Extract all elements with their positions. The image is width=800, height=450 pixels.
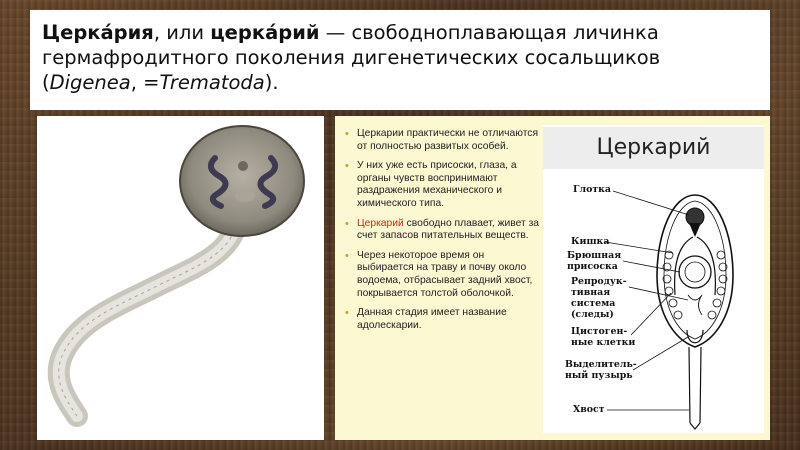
label-cyst-2: ные клетки — [571, 337, 636, 348]
bullet-text: Церкарии практически не отличаются от полностью развитых особей. — [357, 128, 539, 152]
label-repro-2: тивная — [571, 287, 611, 298]
label-excr-2: ный пузырь — [565, 370, 633, 381]
label-pharynx: Глотка — [573, 184, 611, 195]
title-box — [30, 10, 770, 110]
title-rest: — свободноплавающая личинка гермафродитного поколения дигенетических сосальщиков ( — [42, 21, 661, 94]
cercaria-photo-illustration — [37, 116, 324, 440]
label-tail: Хвост — [573, 404, 605, 415]
bullet-item — [343, 218, 541, 243]
diagram-title: Церкарий — [543, 127, 764, 169]
label-intestine: Кишка — [571, 236, 610, 247]
bullet-item — [343, 160, 541, 210]
bullet-list — [343, 128, 541, 339]
title-latin1: Digenea — [49, 71, 131, 94]
bullet-text: У них уже есть присоски, глаза, а органы чувств воспринимают раздражения механического и химического типа. — [357, 160, 517, 209]
label-cyst-1: Цистоген- — [571, 326, 628, 337]
slide-title — [42, 20, 758, 95]
label-repro-1: Репродук- — [571, 276, 627, 287]
title-term1: Церка́рия — [42, 21, 154, 44]
bullet-text: Через некоторое время он выбирается на траву и почву около водоема, отбрасывает задний хвост, покрывается толстой оболочкой. — [357, 249, 533, 299]
cercaria-photo — [37, 116, 324, 440]
label-excr-1: Выделитель- — [565, 359, 637, 370]
label-repro-3: система — [571, 298, 616, 309]
bullet-item — [343, 307, 541, 332]
bullet-highlight: Церкарий — [357, 217, 404, 229]
bullet-item — [343, 128, 541, 153]
label-ventral-1: Брюшная — [567, 250, 622, 261]
title-end: ). — [264, 71, 279, 94]
bullet-item — [343, 250, 541, 300]
title-latin2: Trematoda — [159, 71, 265, 94]
label-repro-4: (следы) — [571, 309, 614, 320]
title-sep2: , = — [130, 71, 160, 94]
bullet-text: свободно плавает, живет за счет запасов питательных веществ. — [357, 217, 540, 242]
label-ventral-2: присоска — [567, 261, 618, 272]
content-box — [335, 116, 770, 440]
bullet-text: Данная стадия имеет название адолескарии. — [357, 307, 507, 331]
title-sep1: , или — [153, 21, 211, 44]
cercaria-diagram — [543, 125, 764, 433]
title-term2: церка́рий — [210, 21, 320, 44]
